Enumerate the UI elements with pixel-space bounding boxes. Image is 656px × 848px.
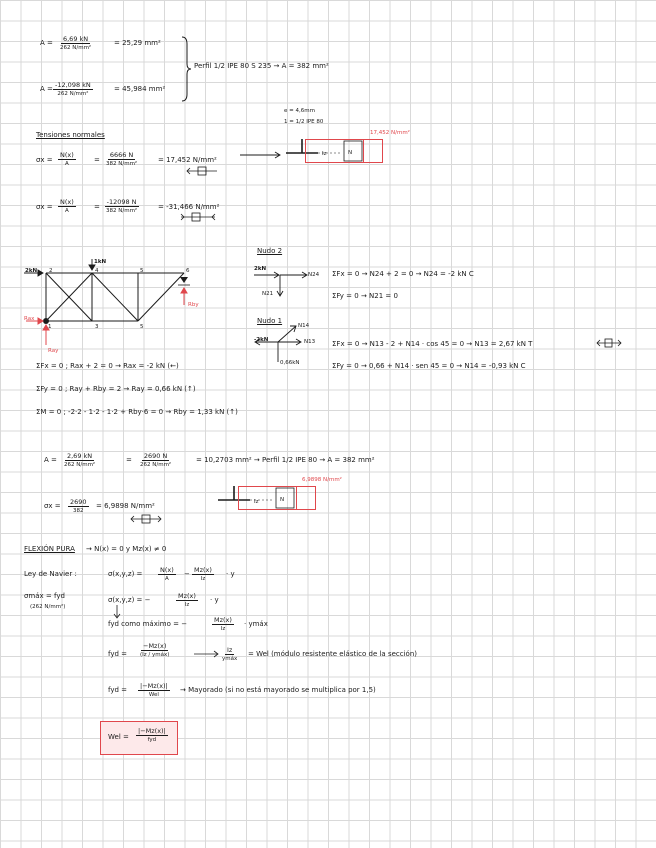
boxed-num: |−Mz(x)| xyxy=(138,727,166,735)
wel-num: Iz xyxy=(226,646,233,654)
stress-1-frac-a xyxy=(58,151,76,168)
stress-2-num-a: N(x) xyxy=(60,198,74,206)
node-2-n24: N24 xyxy=(308,272,320,278)
compression-symbol-2 xyxy=(180,212,216,222)
navier-num-m: Mz(x) xyxy=(194,566,212,574)
equals-sign: = xyxy=(94,203,100,211)
n-label-2: N xyxy=(280,497,285,503)
red-stress-block-1 xyxy=(363,139,383,163)
equals-sign: = xyxy=(94,156,100,164)
node-2-eq-fx: ΣFx = 0 → N24 + 2 = 0 → N24 = -2 kN C xyxy=(332,270,474,278)
area-eq-2-lhs: A = xyxy=(40,85,53,93)
stress-1-lhs: σx = xyxy=(36,156,53,164)
node-label-5b: 5 xyxy=(140,324,144,330)
n-label-1: N xyxy=(348,150,353,156)
arrow-right xyxy=(240,150,282,160)
navier-law-label: Ley de Navier : xyxy=(24,570,77,578)
node-label-1: 1 xyxy=(48,324,52,330)
node-1-title: Nudo 1 xyxy=(257,317,283,325)
navier-frac-m xyxy=(192,566,214,583)
boxed-frac xyxy=(136,727,168,744)
arrow-right-2 xyxy=(194,650,220,658)
fyd-2-frac xyxy=(138,682,170,699)
sigma-max-value: (262 N/mm²) xyxy=(30,604,66,610)
area-eq-2-num: -12,098 kN xyxy=(55,81,91,89)
section-title-pure-bending: FLEXIÓN PURA xyxy=(24,545,75,553)
node-label-2: 2 xyxy=(49,268,53,274)
fyd-lhs: fyd = xyxy=(108,650,128,658)
equilibrium-fy: ΣFy = 0 ; Ray + Rby = 2 → Ray = 0,66 kN (↑) xyxy=(36,385,196,393)
node-label-6: 6 xyxy=(186,268,190,274)
minus-sign: − xyxy=(184,570,190,578)
stress-1-rhs: = 17,452 N/mm² xyxy=(158,156,217,164)
stress-1-num-a: N(x) xyxy=(60,151,74,159)
area-eq-2-fraction xyxy=(53,81,93,98)
fyd-2-num: |−Mz(x)| xyxy=(140,682,168,690)
equals-sign: = xyxy=(126,456,132,464)
area-eq-3-lhs: A = xyxy=(44,456,57,464)
stress-1-den-a: A xyxy=(65,161,69,167)
wel-den: ymáx xyxy=(222,656,238,662)
node-label-3: 3 xyxy=(95,324,99,330)
node-1-force: -2kN xyxy=(254,337,269,343)
area-eq-3-den-b: 262 N/mm² xyxy=(140,462,172,468)
stress-eq-2-num: Mz(x) xyxy=(178,592,196,600)
stress-2-den-a: A xyxy=(65,208,69,214)
profile-selection: Perfil 1/2 IPE 80 S 235 → A = 382 mm² xyxy=(194,62,329,70)
stress-1-den-b: 382 N/mm² xyxy=(106,161,138,167)
tension-symbol-node1 xyxy=(596,338,622,348)
stress-3-frac xyxy=(68,498,89,515)
area-eq-1-num: 6,69 kN xyxy=(62,35,89,43)
stress-2-den-b: 382 N/mm² xyxy=(106,208,138,214)
stress-eq-2-frac xyxy=(176,592,198,609)
area-eq-1-fraction xyxy=(58,35,93,52)
ipe-label: 1 = 1/2 IPE 80 xyxy=(284,119,324,125)
stress-2-num-b: -12098 N xyxy=(106,198,137,206)
area-eq-3-num-a: 2,69 kN xyxy=(66,452,93,460)
stress-eq-2-den: Iz xyxy=(184,602,190,608)
stress-2-lhs: σx = xyxy=(36,203,53,211)
wel-definition: = Wel (módulo resistente elástico de la sección) xyxy=(248,650,417,658)
stress-3-den: 382 xyxy=(73,508,84,514)
fyd-max-den: Iz xyxy=(220,626,226,632)
node-label-4: 4 xyxy=(95,268,99,274)
navier-den-a: A xyxy=(165,576,169,582)
wel-frac xyxy=(220,646,239,663)
node-1-eq-fy: ΣFy = 0 → 0,66 + N14 · sen 45 = 0 → N14 = -0,93 kN C xyxy=(332,362,526,370)
navier-den-iz: Iz xyxy=(200,576,206,582)
down-arrow xyxy=(112,605,122,619)
node-1-reaction: 0,66kN xyxy=(280,360,300,366)
node-2-force: 2kN xyxy=(254,266,267,272)
area-eq-1-den: 262 N/mm² xyxy=(60,45,92,51)
fyd-frac xyxy=(138,642,171,659)
load-1kn: 1kN xyxy=(94,259,107,265)
node-1-n13: N13 xyxy=(304,339,316,345)
fyd-num: −Mz(x) xyxy=(143,642,167,650)
area-eq-3-rhs: = 10,2703 mm² → Perfil 1/2 IPE 80 → A = 382 mm² xyxy=(196,456,375,464)
fyd-2-lhs: fyd = xyxy=(108,686,128,694)
stress-eq-2-tail: · y xyxy=(210,596,219,604)
reaction-rax: Rax xyxy=(24,316,35,322)
area-eq-1-lhs: A = xyxy=(40,39,53,47)
equilibrium-fx: ΣFx = 0 ; Rax + 2 = 0 → Rax = -2 kN (←) xyxy=(36,362,179,370)
sigma-max-fyd: σmáx = fyd xyxy=(24,592,65,600)
stress-1-frac-b xyxy=(104,151,139,168)
area-eq-2-den: 262 N/mm² xyxy=(57,91,89,97)
stress-eq-2-lhs: σ(x,y,z) = − xyxy=(108,596,151,604)
stress-2-frac-a xyxy=(58,198,76,215)
fyd-max-num: Mz(x) xyxy=(214,616,232,624)
iz-label-2: Iz xyxy=(254,499,259,505)
iz-label-1: Iz xyxy=(322,151,327,157)
stress-2-frac-b xyxy=(104,198,139,215)
stress-3-num: 2690 xyxy=(70,498,87,506)
area-eq-3-frac-a xyxy=(62,452,97,469)
thickness-label: e = 4,6mm xyxy=(284,108,315,114)
reaction-ray: Ray xyxy=(48,348,59,354)
area-eq-2-rhs: = 45,984 mm² xyxy=(114,85,166,93)
reaction-rby: Rby xyxy=(188,302,199,308)
node-1-n14: N14 xyxy=(298,323,310,329)
equilibrium-moment: ΣM = 0 ; -2·2 - 1·2 - 1·2 + Rby·6 = 0 → Rby = 1,33 kN (↑) xyxy=(36,408,238,416)
fyd-max-lhs: fyd como máximo = − xyxy=(108,620,188,628)
section-title-normal-stresses: Tensiones normales xyxy=(36,131,105,139)
navier-num-n: N(x) xyxy=(160,566,174,574)
area-eq-1-rhs: = 25,29 mm² xyxy=(114,39,161,47)
boxed-wel-lhs: Wel = xyxy=(108,733,129,741)
navier-tail: · y xyxy=(226,570,235,578)
area-eq-3-num-b: 2690 N xyxy=(143,452,168,460)
curly-brace xyxy=(180,36,192,102)
fyd-den: (Iz / ymáx) xyxy=(140,652,170,658)
red-stress-block-2 xyxy=(296,486,316,510)
navier-eq-lhs: σ(x,y,z) = xyxy=(108,570,143,578)
fyd-2-den: Wel xyxy=(148,692,159,698)
node-2-eq-fy: ΣFy = 0 → N21 = 0 xyxy=(332,292,398,300)
red-stress-note-1: 17,452 N/mm² xyxy=(370,130,410,136)
node-2-title: Nudo 2 xyxy=(257,247,283,255)
area-eq-3-frac-b xyxy=(138,452,173,469)
fyd-max-tail: · ymáx xyxy=(244,620,268,628)
area-eq-3-den-a: 262 N/mm² xyxy=(64,462,96,468)
pure-bending-condition: → N(x) = 0 y Mz(x) ≠ 0 xyxy=(86,545,167,553)
tension-symbol-1 xyxy=(186,166,218,176)
node-label-5: 5 xyxy=(140,268,144,274)
load-2kn: 2kN xyxy=(25,268,38,274)
red-stress-note-2: 6,9898 N/mm² xyxy=(302,477,342,483)
boxed-den: fyd xyxy=(147,737,157,743)
stress-3-lhs: σx = xyxy=(44,502,61,510)
node-1-eq-fx: ΣFx = 0 → N13 - 2 + N14 · cos 45 = 0 → N13 = 2,67 kN T xyxy=(332,340,533,348)
tension-symbol-3 xyxy=(130,514,162,524)
navier-frac-n xyxy=(158,566,176,583)
fyd-max-frac xyxy=(212,616,234,633)
stress-1-num-b: 6666 N xyxy=(109,151,134,159)
node-2-n21: N21 xyxy=(262,291,274,297)
stress-3-rhs: = 6,9898 N/mm² xyxy=(96,502,155,510)
stress-2-rhs: = -31,466 N/mm² xyxy=(158,203,220,211)
mayorado-note: → Mayorado (si no está mayorado se multiplica por 1,5) xyxy=(180,686,376,694)
